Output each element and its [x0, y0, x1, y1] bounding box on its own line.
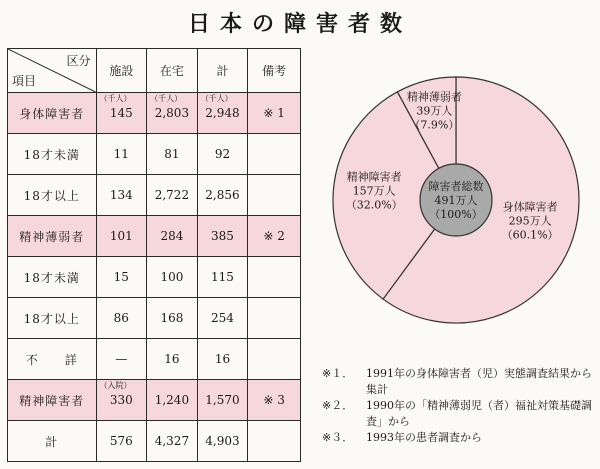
row-facility	[96, 175, 147, 216]
table-row	[8, 216, 301, 257]
table-row	[8, 134, 301, 175]
row-item: 精神障害者	[8, 380, 97, 421]
row-home	[147, 298, 198, 339]
header-home: 在宅	[147, 49, 198, 93]
row-facility-value: 101	[109, 229, 133, 243]
slice-percent: （32.0%）	[345, 198, 403, 212]
pie-chart	[312, 70, 600, 330]
row-home	[147, 421, 198, 462]
row-note	[248, 421, 301, 462]
slice-value: 157万人	[352, 184, 396, 198]
row-item: 計	[8, 421, 97, 462]
row-home-value: 4,327	[154, 434, 190, 448]
row-item: 18才以上	[8, 175, 97, 216]
pie-svg	[312, 70, 600, 330]
row-note: ※ 3	[248, 380, 301, 421]
row-total-value: 115	[211, 270, 234, 284]
header-item-label: 項目	[12, 74, 37, 88]
row-facility-value: 86	[113, 311, 129, 325]
row-total-value: 4,903	[205, 434, 240, 448]
row-total	[197, 175, 248, 216]
slice-name: 身体障害者	[502, 200, 558, 214]
row-home-value: 81	[164, 147, 180, 161]
unit-label: （千人）	[200, 94, 233, 103]
row-note	[248, 134, 301, 175]
row-total-value: 92	[214, 147, 231, 161]
note-2-text: 1990年の「精神薄弱児（者）福祉対策基礎調査」から	[366, 399, 592, 428]
row-note	[248, 175, 301, 216]
table-row	[8, 380, 301, 421]
row-facility-value: 330	[109, 393, 133, 407]
header-facility: 施設	[96, 49, 147, 93]
note-2-mark: ※２．	[322, 399, 354, 412]
row-facility	[96, 93, 147, 134]
row-home	[147, 257, 198, 298]
unit-label: （千人）	[150, 94, 183, 103]
unit-label: （千人）	[99, 94, 132, 103]
row-total-value: 2,856	[205, 188, 240, 202]
row-total-value: 16	[214, 352, 231, 366]
row-facility	[96, 257, 147, 298]
row-total	[197, 134, 248, 175]
row-home-value: 284	[160, 229, 184, 243]
slice-value: 295万人	[508, 214, 552, 228]
note-1-text: 1991年の身体障害者（児）実態調査結果から集計	[366, 367, 592, 396]
note-3-text: 1993年の患者調査から	[366, 431, 482, 444]
header-category-label: 区分	[66, 54, 91, 68]
row-total	[197, 298, 248, 339]
row-facility-value: —	[115, 352, 128, 366]
slice-percent: （7.9%）	[409, 118, 460, 132]
center-label: 障害者総数	[428, 180, 484, 193]
row-total	[197, 380, 248, 421]
row-facility-value: 134	[109, 188, 133, 202]
row-home	[147, 380, 198, 421]
row-home-value: 16	[164, 352, 180, 366]
inpatient-label: （入院）	[99, 381, 132, 390]
row-note: ※ 2	[248, 216, 301, 257]
page-title: 日本の障害者数	[187, 12, 412, 37]
row-note	[248, 298, 301, 339]
slice-percent: （60.1%）	[501, 228, 559, 242]
row-note	[248, 257, 301, 298]
row-home-value: 168	[160, 311, 184, 325]
row-home-value: 100	[160, 270, 184, 284]
row-home	[147, 93, 198, 134]
row-note	[248, 339, 301, 380]
row-facility	[96, 298, 147, 339]
row-note: ※ 1	[248, 93, 301, 134]
header-total: 計	[197, 49, 248, 93]
note-3	[322, 430, 598, 446]
row-item: 18才未満	[8, 257, 97, 298]
row-home-value: 2,803	[154, 106, 190, 120]
note-2	[322, 398, 598, 430]
slice-value: 39万人	[416, 104, 453, 118]
row-facility	[96, 380, 147, 421]
row-total-value: 385	[211, 229, 234, 243]
row-facility-value: 15	[113, 270, 129, 284]
disability-table	[7, 48, 301, 462]
row-total	[197, 421, 248, 462]
note-1	[322, 366, 598, 398]
header-corner-cell	[8, 49, 97, 93]
table-row	[8, 421, 301, 462]
table-row	[8, 339, 301, 380]
center-percent: （100%）	[429, 208, 483, 221]
table-row	[8, 93, 301, 134]
row-item: 18才未満	[8, 134, 97, 175]
row-home	[147, 216, 198, 257]
row-item: 身体障害者	[8, 93, 97, 134]
row-home	[147, 175, 198, 216]
row-facility-value: 145	[109, 106, 133, 120]
row-facility	[96, 421, 147, 462]
row-item: 不 詳	[8, 339, 97, 380]
row-total-value: 1,570	[205, 393, 240, 407]
note-3-mark: ※３．	[322, 431, 354, 444]
row-home-value: 1,240	[154, 393, 190, 407]
row-home-value: 2,722	[154, 188, 190, 202]
header-note: 備考	[248, 49, 301, 93]
row-total	[197, 257, 248, 298]
row-total	[197, 216, 248, 257]
table-row	[8, 298, 301, 339]
slice-name: 精神薄弱者	[406, 90, 462, 104]
slice-name: 精神障害者	[346, 170, 402, 184]
row-facility	[96, 339, 147, 380]
row-facility-value: 576	[109, 434, 133, 448]
row-home	[147, 339, 198, 380]
note-1-mark: ※１．	[322, 367, 354, 380]
table-header-row	[8, 49, 301, 93]
row-facility-value: 11	[113, 147, 129, 161]
notes	[322, 366, 598, 446]
row-facility	[96, 216, 147, 257]
row-total	[197, 339, 248, 380]
row-total-value: 2,948	[205, 106, 240, 120]
row-item: 18才以上	[8, 298, 97, 339]
row-home	[147, 134, 198, 175]
table-row	[8, 257, 301, 298]
row-total-value: 254	[211, 311, 234, 325]
center-value: 491万人	[434, 194, 478, 207]
row-facility	[96, 134, 147, 175]
row-total	[197, 93, 248, 134]
table-row	[8, 175, 301, 216]
row-item: 精神薄弱者	[8, 216, 97, 257]
